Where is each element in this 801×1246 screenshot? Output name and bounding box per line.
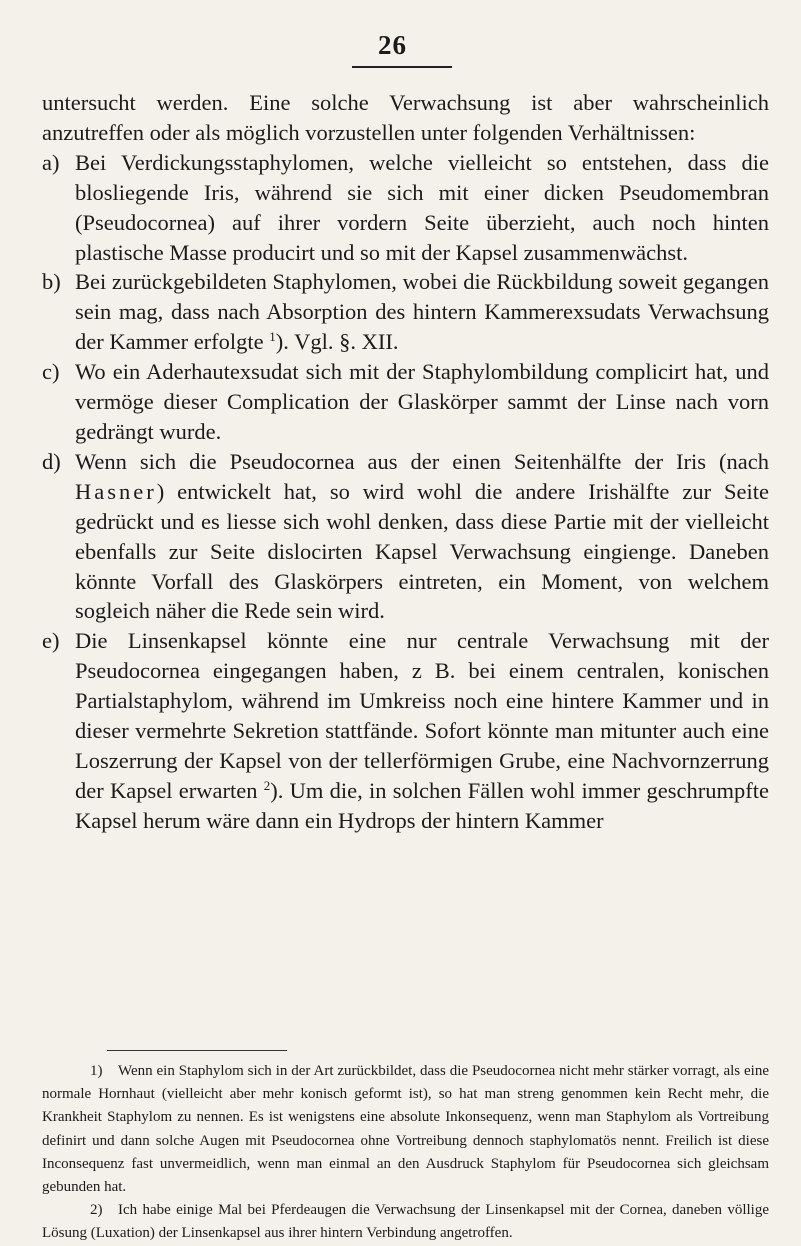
list-marker: d) [42, 448, 61, 474]
footnote-2 [42, 1199, 769, 1245]
text-segment: ) entwickelt hat, so wird wohl die andere Irishälfte zur Seite gedrückt und es liesse sich wohl denken, dass diese Partie mit der vielleicht ebenfalls zur Seite dislocirten Kapsel Verwachsung eingienge. Daneben könnte Vorfall des Glaskörpers eintreten, ein Moment, von welchem sogleich näher die Rede sein wird. [75, 478, 769, 624]
footnote-1 [42, 1060, 769, 1199]
list-marker: c) [42, 359, 60, 385]
list-item-text: Wo ein Aderhautexsudat sich mit der Staphylombildung complicirt hat, und vermöge dieser Complication der Glaskörper sammt der Linse nach vorn gedrängt wurde. [75, 359, 769, 444]
footnote-number: 2) [90, 1202, 103, 1219]
footnote-ref-2[interactable]: 2 [263, 777, 271, 793]
list-item-c [42, 357, 769, 447]
list-item-d [42, 447, 769, 626]
main-text [42, 88, 769, 836]
list-marker: a) [42, 149, 60, 175]
text-segment: ). Vgl. §. XII. [275, 329, 399, 355]
text-segment: ). Um die, in solchen Fällen wohl immer geschrumpfte Kapsel herum wäre dann ein Hydrops der hintern Kammer [75, 777, 770, 833]
page-number: 26 [378, 30, 407, 60]
footnote-divider [107, 1050, 287, 1051]
text-segment: Die Linsenkapsel könnte eine nur centrale Verwachsung mit der Pseudocornea eingegangen haben, z B. bei einem centralen, konischen Partialstaphylom, während im Umkreiss noch eine hintere Kammer und in dieser vermehrte Sekretion stattfände. Sofort könnte man mitunter auch eine Loszerrung der Kapsel von der tellerförmigen Grube, eine Nachvornzerrung der Kapsel erwarten [75, 628, 769, 803]
list-marker: e) [42, 628, 60, 654]
text-segment: Wenn sich die Pseudocornea aus der einen Seitenhälfte der Iris (nach [75, 448, 769, 474]
list-item-text [75, 267, 769, 357]
list-item-a [42, 148, 769, 268]
footnote-text: Ich habe einige Mal bei Pferdeaugen die Verwachsung der Linsenkapsel mit der Cornea, daneben völlige Lösung (Luxation) der Linsenkapsel aus ihrer hintern Verbindung angetroffen. [42, 1202, 769, 1242]
list-item-b [42, 267, 769, 357]
footnote-number: 1) [90, 1063, 103, 1079]
intro-paragraph: untersucht werden. Eine solche Verwachsung ist aber wahrscheinlich anzutreffen oder als möglich vorzustellen unter folgenden Verhältnissen: [42, 90, 769, 145]
footnote-text: Wenn ein Staphylom sich in der Art zurückbildet, dass die Pseudocornea nicht mehr stärker vorragt, als eine normale Hornhaut (vielleicht aber mehr konisch geformt ist), so hat man streng genommen kein Recht mehr, die Krankheit Staphylom zu nennen. Es ist wenigstens eine absolute Inkonsequenz, wenn man Staphylom als Vortreibung definirt und dann solche Augen mit Pseudocornea ohne Vortreibung dennoch staphylomatös nennt. Freilich ist diese Inconsequenz fast unvermeidlich, wenn man einmal an den Ausdruck Staphylom für Pseudocornea sich gleichsam gebunden hat. [42, 1063, 769, 1196]
list-item-text: Bei Verdickungsstaphylomen, welche vielleicht so entstehen, dass die blosliegende Iris, während sie sich mit einer dicken Pseudomembran (Pseudocornea) auf ihrer vordern Seite überzieht, auch noch hinten plastische Masse producirt und so mit der Kapsel zusammenwächst. [75, 149, 769, 265]
footnote-ref-1[interactable]: 1 [269, 329, 276, 345]
list-item-text [75, 447, 769, 626]
text-segment: Bei zurückgebildeten Staphylomen, wobei die Rückbildung soweit gegangen sein mag, dass nach Absorption des hintern Kammerexsudats Verwachsung der Kammer erfolgte [75, 269, 769, 355]
list-marker: b) [42, 269, 61, 295]
author-name: Hasner [75, 478, 157, 504]
footnotes [42, 1060, 769, 1246]
page-number-underline [352, 66, 452, 68]
list-item-text [75, 626, 769, 835]
list-item-e [42, 626, 769, 835]
